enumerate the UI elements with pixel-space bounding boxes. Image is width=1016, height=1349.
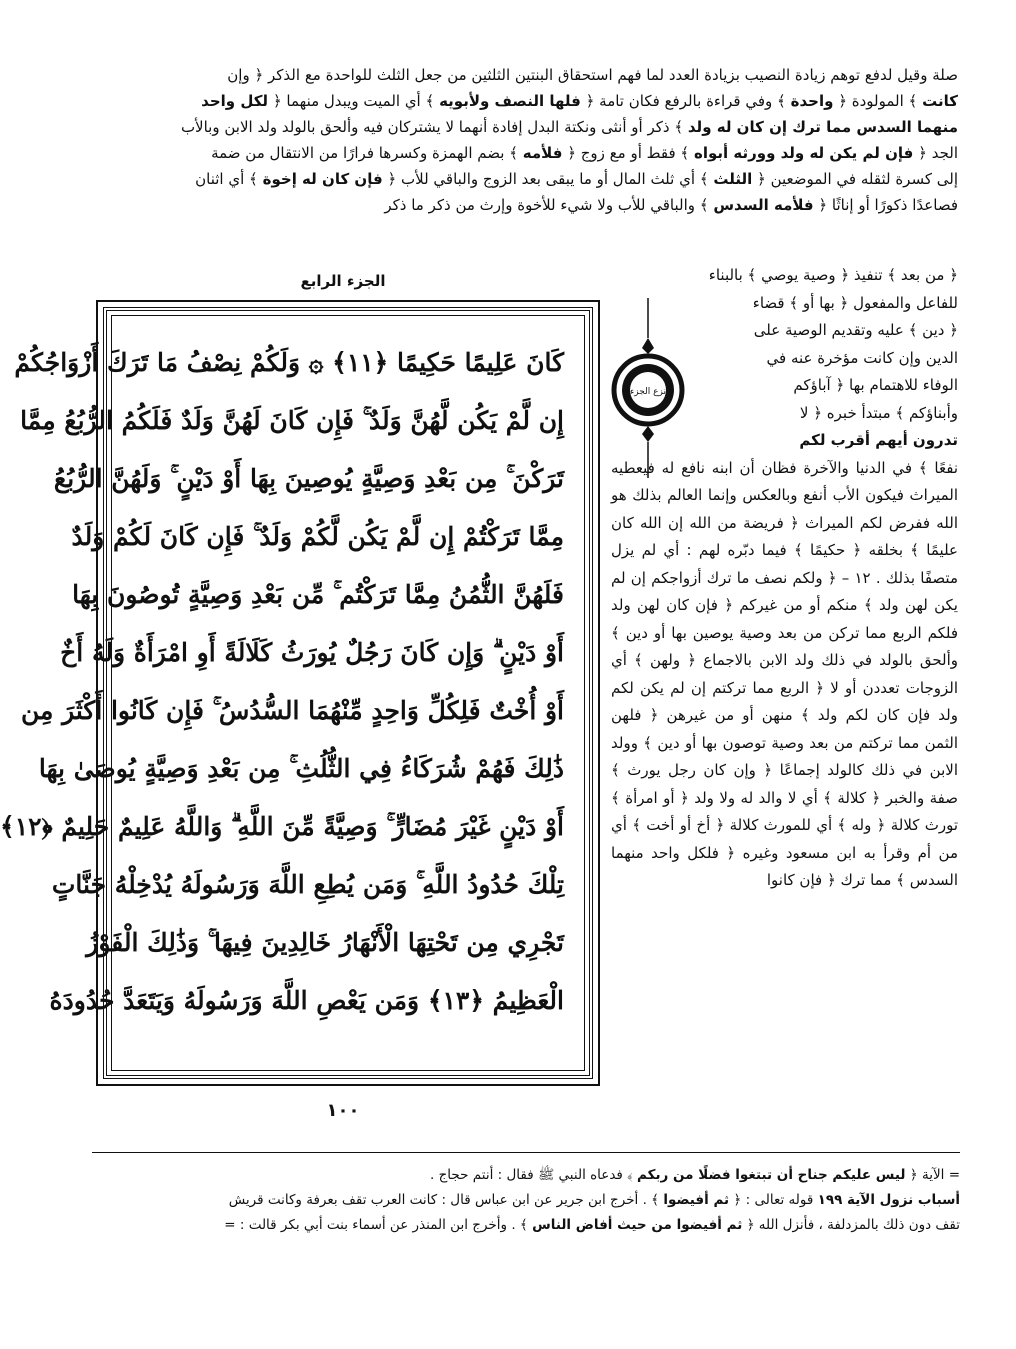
commentary-text: ﴾ ذكر أو أنثى ونكتة البدل إفادة أنهما لا يشتركان فيه وألحق بالولد ولد الابن وبالأب [180,118,684,136]
commentary-text: إلى كسرة لثقله في الموضعين ﴿ [757,170,958,188]
commentary-bold: فلأمه السدس [713,196,814,214]
footnote-text: قوله تعالى : ﴿ [733,1192,814,1208]
quran-line: ذَٰلِكَ فَهُمْ شُرَكَاءُ فِي الثُّلُثِ ۚ مِن بَعْدِ وَصِيَّةٍ يُوصَىٰ بِهَا [38,754,564,783]
quran-line: كَانَ عَلِيمًا حَكِيمًا ﴿١١﴾ ۞ وَلَكُمْ نِصْفُ مَا تَرَكَ أَزْوَاجُكُمْ [14,348,564,377]
juz-label: الجزء الرابع [300,272,386,290]
footnote-text: تقف دون ذلك بالمزدلفة ، فأنزل الله ﴿ [746,1217,960,1233]
quran-text-block [0,315,585,1071]
quran-line: مِمَّا تَرَكْتُمْ إِن لَّمْ يَكُن لَّكُمْ وَلَدٌ ۚ فَإِن كَانَ لَكُمْ وَلَدٌ [71,522,564,551]
footnote-line [92,1213,960,1238]
page-number: ١٠٠ [326,1100,360,1121]
commentary-bold: منهما السدس مما ترك إن كان له ولد [687,118,958,136]
commentary-text: ﴾ وفي قراءة بالرفع فكان تامة ﴿ [585,92,786,110]
commentary-bold: فإن لم يكن له ولد وورثه أبواه [693,144,914,162]
commentary-text: فصاعدًا ذكورًا أو إناثًا ﴿ [818,196,958,214]
footnote-divider [92,1152,960,1153]
side-line: تدرون أيهم أقرب لكم [799,431,958,449]
commentary-bold: الثلث [713,170,753,188]
commentary-line [86,62,958,88]
footnote-bold: ليس عليكم جناح أن تبتغوا فضلًا من ربكم [637,1167,906,1183]
commentary-bold: فلأمه [522,144,563,162]
commentary-text: ﴾ أي اثنان [195,170,258,188]
side-commentary [611,262,958,895]
quran-line: إِن لَّمْ يَكُن لَّهُنَّ وَلَدٌ ۚ فَإِن كَانَ لَهُنَّ وَلَدٌ فَلَكُمُ الرُّبُعُ مِمَّا [20,406,564,435]
commentary-text: ﴾ أي ثلث المال أو ما يبقى بعد الزوج والباقي للأب ﴿ [387,170,709,188]
footnote-text: ﴾ . وأخرج ابن المنذر عن أسماء بنت أبي بكر قالت : = [224,1217,528,1233]
commentary-line [86,140,958,166]
commentary-text: الجد ﴿ [918,144,958,162]
quran-frame [0,300,600,1086]
commentary-text: صلة وقيل لدفع توهم زيادة النصيب بزيادة العدد لما فهم استحقاق البنتين الثلثين من جعل الثلث للواحدة مع الذكر ﴿ وإن [227,66,958,84]
quran-line: تَجْرِي مِن تَحْتِهَا الْأَنْهَارُ خَالِدِينَ فِيهَا ۚ وَذَٰلِكَ الْفَوْزُ [86,928,564,957]
footnote-bold: ثم أفيضوا [663,1192,730,1208]
commentary-bold: فإن كان له إخوة [262,170,383,188]
footnote-line [92,1163,960,1188]
commentary-line [86,192,958,218]
footnote-text: = الآية ﴿ [909,1167,960,1183]
commentary-text: ﴾ والباقي للأب ولا شيء للأخوة وإرث من ذكر ما ذكر [384,196,709,214]
top-commentary [86,62,958,218]
side-line: وأبناؤكم ﴾ مبتدأ خبره ﴿ لا [799,403,958,422]
commentary-bold: لكل واحد [201,92,269,110]
commentary-line [86,114,958,140]
quran-line: أَوْ دَيْنٍ غَيْرَ مُضَارٍّ ۚ وَصِيَّةً مِّنَ اللَّهِ ۗ وَاللَّهُ عَلِيمٌ حَلِيمٌ ﴿١٢﴾ [0,812,564,841]
quran-line: أَوْ أُخْتٌ فَلِكُلِّ وَاحِدٍ مِّنْهُمَا السُّدُسُ ۚ فَإِن كَانُوا أَكْثَرَ مِن [20,696,564,725]
commentary-text: ﴾ فقط أو مع زوج ﴿ [567,144,690,162]
footnote-text: ﴾ . أخرج ابن جرير عن ابن عباس قال : كانت العرب تقف بعرفة وكانت قريش [228,1192,660,1208]
quran-line: تِلْكَ حُدُودُ اللَّهِ ۚ وَمَن يُطِعِ اللَّهَ وَرَسُولَهُ يُدْخِلْهُ جَنَّاتٍ [51,870,564,899]
footnote-line [92,1188,960,1213]
footnote-text: ﴾ فدعاه النبي ﷺ فقال : أنتم حجاج . [430,1167,633,1183]
side-line: الوفاء للاهتمام بها ﴿ آباؤكم [793,376,958,394]
quran-line: فَلَهُنَّ الثُّمُنُ مِمَّا تَرَكْتُم ۚ مِّن بَعْدِ وَصِيَّةٍ تُوصُونَ بِهَا [72,580,564,609]
side-commentary-lead [611,262,958,455]
side-line: الدين وإن كانت مؤخرة عنه في [766,348,958,367]
commentary-text: ﴾ المولودة ﴿ [838,92,918,110]
footnote-bold: أسباب نزول الآية ١٩٩ [817,1192,960,1208]
footnote-bold: ثم أفيضوا من حيث أفاض الناس [532,1217,743,1233]
footnotes [92,1163,960,1238]
commentary-bold: فلها النصف ولأبويه [439,92,581,110]
commentary-bold: كانت [922,92,958,110]
ornament-text: نزع الجزء [630,387,666,397]
commentary-line [86,88,958,114]
commentary-bold: واحدة [790,92,834,110]
quran-line: الْعَظِيمُ ﴿١٣﴾ وَمَن يَعْصِ اللَّهَ وَرَسُولَهُ وَيَتَعَدَّ حُدُودَهُ [49,986,564,1015]
quran-frame-border [0,307,593,1079]
quran-line: أَوْ دَيْنٍ ۗ وَإِن كَانَ رَجُلٌ يُورَثُ كَلَالَةً أَوِ امْرَأَةٌ وَلَهُ أَخٌ [60,638,564,667]
side-commentary-body: نفعًا ﴾ في الدنيا والآخرة فظان أن ابنه نافع له فيعطيه الميراث فيكون الأب أنفع وبالعكس وإنما العالم بذلك هو الله ففرض لكم الميراث ﴿ فريضة من الله إن الله كان عليمًا ﴾ بخلقه ﴿ حكيمًا ﴾ فيما دبّره لهم : أي لم يزل متصفًا بذلك . ١٢ – ﴿ ولكم نصف ما ترك أزواجكم إن لم يكن لهن ولد ﴾ منكم أو من غيركم ﴿ فإن كان لهن ولد فلكم الربع مما تركن من بعد وصية يوصين بها أو دين ﴾ وألحق بالولد في ذلك ولد الابن بالاجماع ﴿ ولهن ﴾ أي الزوجات تعددن أو لا ﴿ الربع مما تركتم إن لم يكن لكم ولد فإن كان لكم ولد ﴾ منهن أو من غيرهن ﴿ فلهن الثمن مما تركتم من بعد وصية توصون بها أو دين ﴾ وولد الابن في ذلك كالولد إجماعًا ﴿ وإن كان رجل يورث ﴾ صفة والخبر ﴿ كلالة ﴾ أي لا والد له ولا ولد ﴿ أو امرأة ﴾ تورث كلالة ﴿ وله ﴾ أي للمورث كلالة ﴿ أخ أو أخت ﴾ أي من أم وقرأ به ابن مسعود وغيره ﴿ فلكل واحد منهما السدس ﴾ مما ترك ﴿ فإن كانوا [611,458,958,889]
side-line: ﴿ من بعد ﴾ تنفيذ ﴿ وصية يوصي ﴾ بالبناء [708,266,958,284]
quran-line: تَرَكْنَ ۚ مِن بَعْدِ وَصِيَّةٍ يُوصِينَ بِهَا أَوْ دَيْنٍ ۚ وَلَهُنَّ الرُّبُعُ [53,464,564,493]
commentary-text: ﴾ بضم الهمزة وكسرها فرارًا من الانتقال من ضمة [211,144,519,162]
commentary-line [86,166,958,192]
side-line: للفاعل والمفعول ﴿ بها أو ﴾ قضاء [752,293,958,312]
side-line: ﴿ دين ﴾ عليه وتقديم الوصية على [753,321,958,339]
commentary-text: ﴾ أي الميت ويبدل منهما ﴿ [272,92,435,110]
